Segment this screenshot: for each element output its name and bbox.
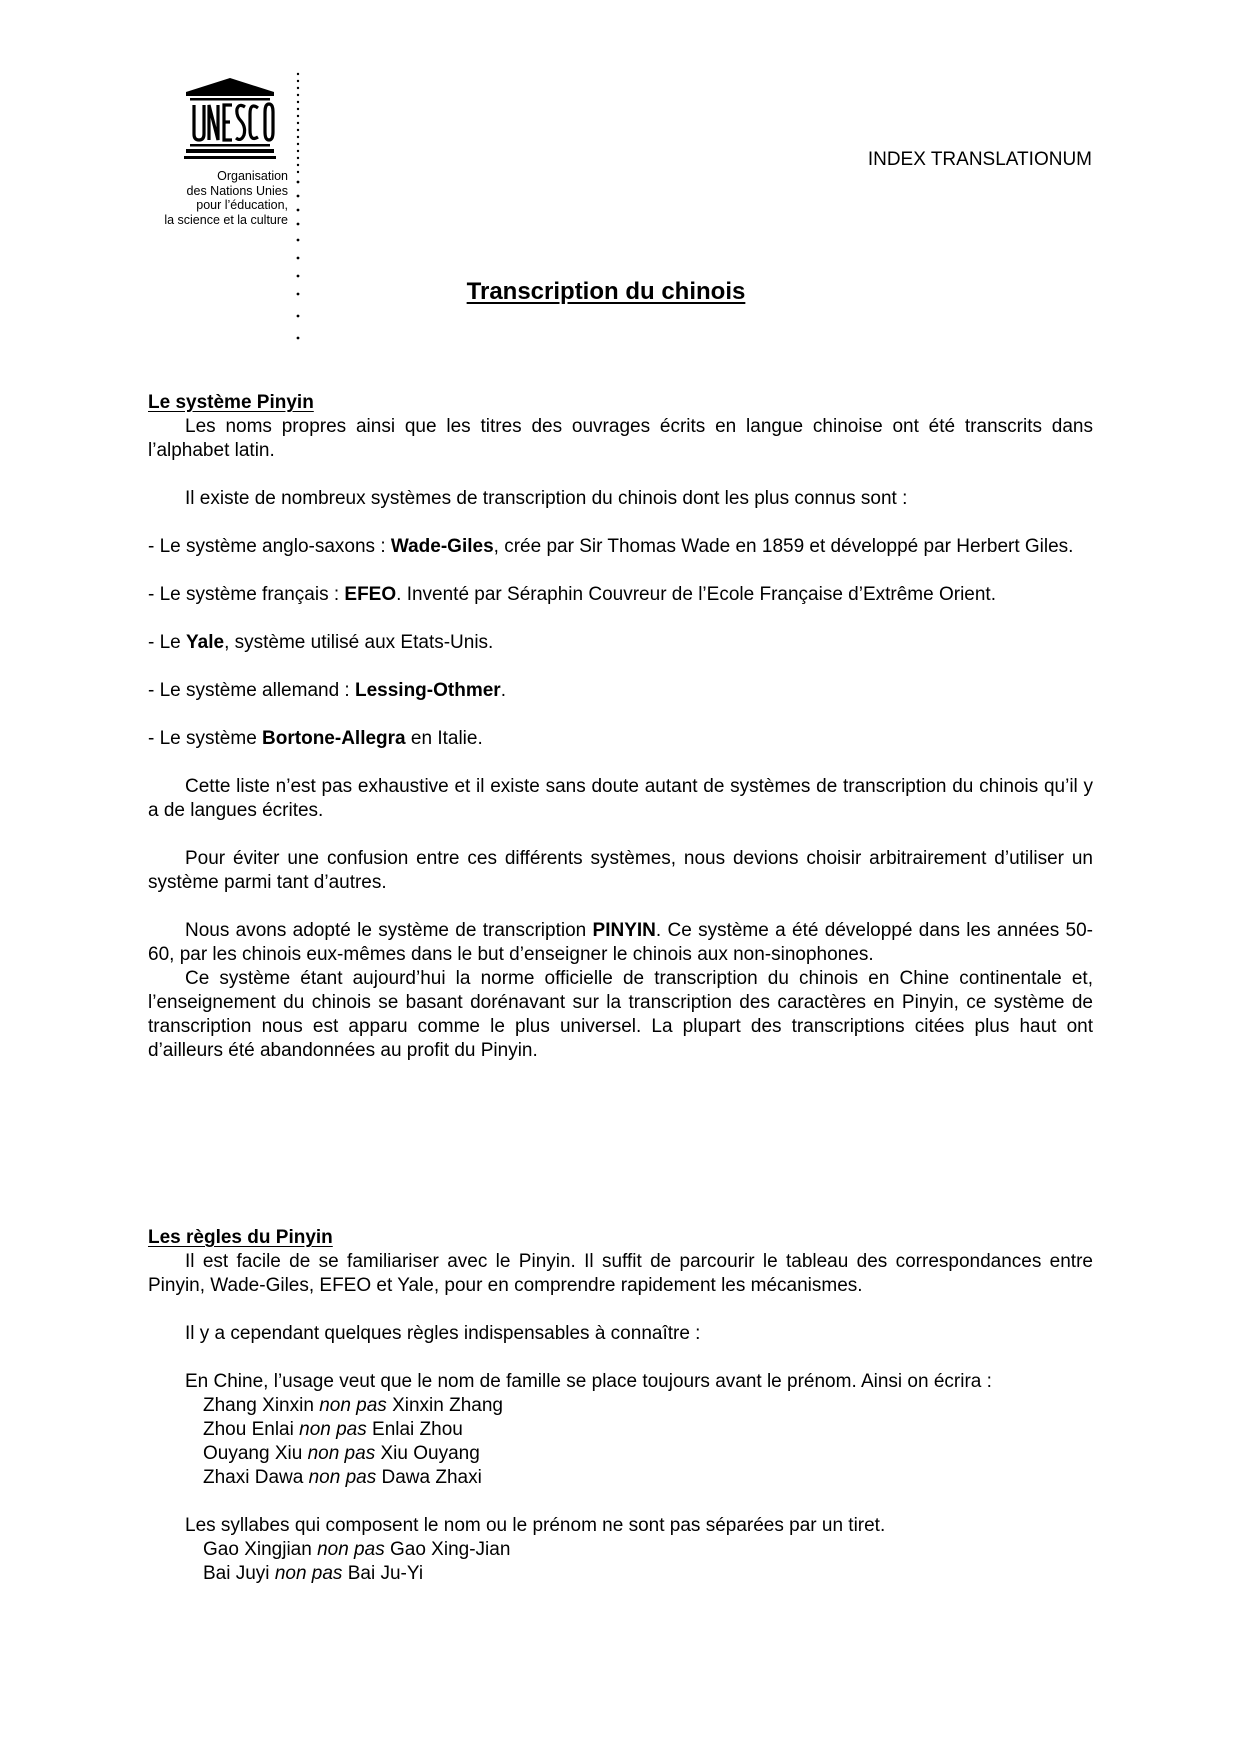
paragraph xyxy=(148,919,1093,967)
system-name: Bortone-Allegra xyxy=(262,728,406,749)
example-wrong: Enlai Zhou xyxy=(372,1419,463,1440)
list-item-text: - Le système anglo-saxons : xyxy=(148,536,391,557)
example-note: non pas xyxy=(299,1419,367,1440)
example-line xyxy=(203,1394,1093,1418)
list-item-text: en Italie. xyxy=(405,728,483,749)
example-line xyxy=(203,1442,1093,1466)
list-item-text: - Le système xyxy=(148,728,263,749)
system-name: EFEO xyxy=(344,584,397,605)
section-heading: Le système Pinyin xyxy=(148,392,314,413)
rule-text: Les syllabes qui composent le nom ou le prénom ne sont pas séparées par un tiret. xyxy=(185,1515,886,1536)
paragraph-text: . Ce système a été développé dans les années 50-60, par les chinois eux-mêmes dans le but d’enseigner le chinois aux non-sinophones. xyxy=(148,920,1093,965)
list-item xyxy=(148,631,1093,655)
example-wrong: Xinxin Zhang xyxy=(392,1395,503,1416)
system-name: Wade-Giles xyxy=(390,536,494,557)
example-line xyxy=(203,1562,1093,1586)
paragraph: Il est facile de se familiariser avec le Pinyin. Il suffit de parcourir le tableau des correspondances entre Pinyin, Wade-Giles, EFEO et Yale, pour en comprendre rapidement les mécanismes. xyxy=(148,1251,1093,1296)
example-note: non pas xyxy=(317,1539,385,1560)
list-item-text: , système utilisé aux Etats-Unis. xyxy=(224,632,494,653)
example-correct: Zhang Xinxin xyxy=(203,1395,314,1416)
system-name: Lessing-Othmer xyxy=(354,680,501,701)
list-item-text: . Inventé par Séraphin Couvreur de l’Ecole Française d’Extrême Orient. xyxy=(396,584,996,605)
example-correct: Zhou Enlai xyxy=(203,1419,294,1440)
paragraph: Il existe de nombreux systèmes de transcription du chinois dont les plus connus sont : xyxy=(185,488,908,509)
example-correct: Ouyang Xiu xyxy=(203,1443,303,1464)
list-item-text: - Le système allemand : xyxy=(148,680,355,701)
example-note: non pas xyxy=(307,1443,376,1464)
paragraph-text: Nous avons adopté le système de transcription xyxy=(185,920,593,941)
example-wrong: Bai Ju-Yi xyxy=(347,1563,424,1584)
org-line: des Nations Unies xyxy=(186,183,288,198)
system-name: PINYIN xyxy=(592,920,656,941)
example-note: non pas xyxy=(308,1467,377,1488)
example-line xyxy=(203,1466,1093,1490)
example-line xyxy=(203,1538,1093,1562)
list-item-text: - Le xyxy=(148,632,187,653)
system-name: Yale xyxy=(186,632,225,653)
list-item-text: . xyxy=(500,680,506,701)
list-item xyxy=(148,535,1093,559)
org-line: pour l’éducation, xyxy=(196,198,288,212)
example-note: non pas xyxy=(319,1395,387,1416)
paragraph: Il y a cependant quelques règles indispensables à connaître : xyxy=(185,1323,701,1344)
rule-block xyxy=(185,1514,1093,1586)
section-pinyin-system xyxy=(148,391,1093,1063)
list-item xyxy=(148,727,1093,751)
organisation-name xyxy=(128,169,288,227)
paragraph: Les noms propres ainsi que les titres des ouvrages écrits en langue chinoise ont été transcrits dans l’alphabet latin. xyxy=(148,416,1093,461)
example-correct: Bai Juyi xyxy=(203,1563,270,1584)
example-wrong: Dawa Zhaxi xyxy=(381,1467,482,1488)
paragraph: Ce système étant aujourd’hui la norme officielle de transcription du chinois en Chine continentale et, l’enseignement du chinois se basant dorénavant sur la transcription des caractères en Pinyin, ce système de transcription nous est apparu comme le plus universel. La plupart des transcriptions citées plus haut ont d’ailleurs été abandonnées au profit du Pinyin. xyxy=(148,968,1093,1061)
example-note: non pas xyxy=(274,1563,343,1584)
list-item xyxy=(148,583,1093,607)
org-line: Organisation xyxy=(217,169,288,183)
example-line xyxy=(203,1418,1093,1442)
example-correct: Zhaxi Dawa xyxy=(203,1467,304,1488)
list-item-text: - Le système français : xyxy=(148,584,345,605)
section-pinyin-rules xyxy=(148,1226,1093,1586)
unesco-temple-logo-icon xyxy=(184,78,276,162)
paragraph: Cette liste n’est pas exhaustive et il existe sans doute autant de systèmes de transcription du chinois qu’il y a de langues écrites. xyxy=(148,776,1093,821)
rule-text: En Chine, l’usage veut que le nom de famille se place toujours avant le prénom. Ainsi on écrira : xyxy=(185,1371,992,1392)
section-heading: Les règles du Pinyin xyxy=(148,1227,333,1248)
example-correct: Gao Xingjian xyxy=(203,1539,312,1560)
paragraph: Pour éviter une confusion entre ces différents systèmes, nous devions choisir arbitrairement d’utiliser un système parmi tant d’autres. xyxy=(148,848,1093,893)
list-item-text: , crée par Sir Thomas Wade en 1859 et développé par Herbert Giles. xyxy=(493,536,1074,557)
example-wrong: Gao Xing-Jian xyxy=(389,1539,511,1560)
list-item xyxy=(148,679,1093,703)
series-header: INDEX TRANSLATIONUM xyxy=(867,149,1092,170)
org-line: la science et la culture xyxy=(164,212,288,227)
example-wrong: Xiu Ouyang xyxy=(380,1443,480,1464)
rule-block xyxy=(185,1370,1093,1490)
page-title: Transcription du chinois xyxy=(466,278,746,305)
